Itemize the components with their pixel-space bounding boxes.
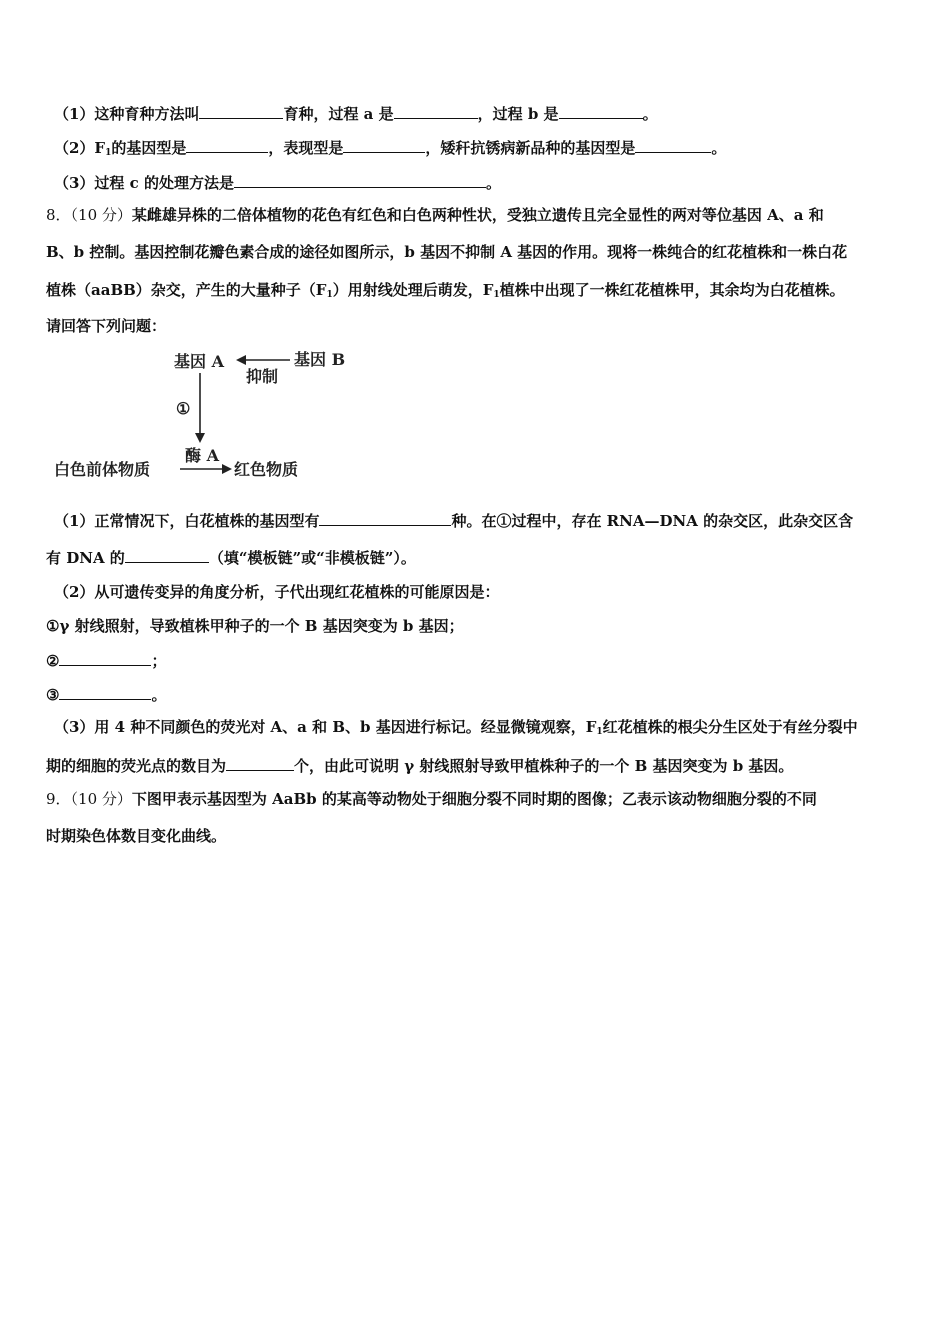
q7-part2-text-e: 。 <box>711 139 727 157</box>
q8-stem3-b: ）用射线处理后萌发，F <box>332 281 494 299</box>
q8-stem-line3 <box>46 280 916 305</box>
answer-blank[interactable] <box>343 137 425 153</box>
q8-part2-line1: （2）从可遗传变异的角度分析，子代出现红花植株的可能原因是： <box>54 583 500 601</box>
step-marker: ① <box>176 399 191 418</box>
subscript: 1 <box>493 290 500 300</box>
q7-part1-text-c: ，过程 b 是 <box>477 105 559 123</box>
q8-part3-line2 <box>46 755 916 776</box>
q7-part1-text-b: 育种，过程 a 是 <box>283 105 394 123</box>
q7-part2-text-c: ，表现型是 <box>268 139 344 157</box>
q8-part2-punct: 。 <box>151 686 167 704</box>
answer-blank[interactable] <box>59 650 151 666</box>
enzyme-arrowhead <box>222 464 232 474</box>
gene-b-label: 基因 B <box>294 350 346 369</box>
q7-part3 <box>54 172 924 193</box>
q8-part2-line2: ①γ 射线照射，导致植株甲种子的一个 B 基因突变为 b 基因； <box>46 617 464 635</box>
answer-blank[interactable] <box>394 103 478 119</box>
q9-stem-line1 <box>46 789 916 809</box>
answer-blank[interactable] <box>226 755 294 771</box>
inhibit-arrowhead <box>236 355 246 365</box>
q7-part1 <box>54 103 924 124</box>
reason-marker-2: ② <box>46 652 60 670</box>
q8-part1-text-a: （1）正常情况下，白花植株的基因型有 <box>54 512 320 530</box>
q8-part3-text-d: 个，由此可说明 γ 射线照射导致甲植株种子的一个 B 基因突变为 b 基因。 <box>294 757 794 775</box>
q9-stem-text: 下图甲表示基因型为 AaBb 的某高等动物处于细胞分裂不同时期的图像；乙表示该动物细胞分裂的不同 <box>131 790 817 808</box>
product-label: 红色物质 <box>234 460 299 479</box>
enzyme-label: 酶 A <box>185 446 219 465</box>
answer-blank[interactable] <box>199 103 283 119</box>
answer-blank[interactable] <box>319 510 451 526</box>
answer-blank[interactable] <box>186 137 268 153</box>
subscript: 1 <box>596 727 603 737</box>
q8-part1-text-b: 种。在①过程中，存在 RNA—DNA 的杂交区，此杂交区含 <box>451 512 854 530</box>
answer-blank[interactable] <box>559 103 643 119</box>
q9-stem-line2: 时期染色体数目变化曲线。 <box>46 827 227 845</box>
subscript: 1 <box>326 290 333 300</box>
q7-part2-text-a: （2）F <box>54 139 106 157</box>
q8-part3-line1 <box>54 717 924 742</box>
q7-part1-text-d: 。 <box>642 105 658 123</box>
q9-number: 9．（10 分） <box>46 790 132 808</box>
precursor-label: 白色前体物质 <box>54 460 151 479</box>
inhibit-label: 抑制 <box>246 367 279 386</box>
q8-part1-text-c: 有 DNA 的 <box>46 549 125 567</box>
q8-number: 8．（10 分） <box>46 206 132 224</box>
pathway-diagram-svg <box>50 345 350 485</box>
q8-stem3-c: 植株中出现了一株红花植株甲，其余均为白花植株。 <box>499 281 845 299</box>
q8-part1-line2 <box>46 547 916 568</box>
q8-stem-line4: 请回答下列问题： <box>46 317 167 335</box>
answer-blank[interactable] <box>234 172 486 188</box>
reason-marker-3: ③ <box>46 686 60 704</box>
q8-part1-line1 <box>54 510 924 531</box>
q8-part2-punct: ； <box>151 652 167 670</box>
q8-stem-line2: B、b 控制。基因控制花瓣色素合成的途径如图所示，b 基因不抑制 A 基因的作用。现将一株纯合的红花植株和一株白花 <box>46 243 848 261</box>
pathway-diagram <box>50 345 350 485</box>
gene-a-label: 基因 A <box>174 352 224 371</box>
step-arrowhead <box>195 433 205 443</box>
answer-blank[interactable] <box>125 547 209 563</box>
q8-part3-text-a: （3）用 4 种不同颜色的荧光对 A、a 和 B、b 基因进行标记。经显微镜观察，F <box>54 718 597 736</box>
q7-part2 <box>54 137 924 163</box>
answer-blank[interactable] <box>59 684 151 700</box>
q8-stem3-a: 植株（aaBB）杂交，产生的大量种子（F <box>46 281 327 299</box>
q7-part3-text-b: 。 <box>486 174 502 192</box>
q7-part2-text-b: 的基因型是 <box>111 139 187 157</box>
q8-part3-text-b: 红花植株的根尖分生区处于有丝分裂中 <box>602 718 858 736</box>
q7-part2-text-d: ，矮秆抗锈病新品种的基因型是 <box>425 139 636 157</box>
q8-part2-line3 <box>46 650 916 671</box>
q7-part3-text-a: （3）过程 c 的处理方法是 <box>54 174 235 192</box>
q8-part1-text-d: （填“模板链”或“非模板链”）。 <box>208 549 416 567</box>
q8-part2-line4 <box>46 684 916 705</box>
q7-part1-text-a: （1）这种育种方法叫 <box>54 105 200 123</box>
subscript: 1 <box>105 148 112 158</box>
q8-part3-text-c: 期的细胞的荧光点的数目为 <box>46 757 227 775</box>
q8-stem-text: 某雌雄异株的二倍体植物的花色有红色和白色两种性状，受独立遗传且完全显性的两对等位基因 A、a 和 <box>131 206 824 224</box>
q8-stem-line1 <box>46 205 916 225</box>
answer-blank[interactable] <box>635 137 711 153</box>
